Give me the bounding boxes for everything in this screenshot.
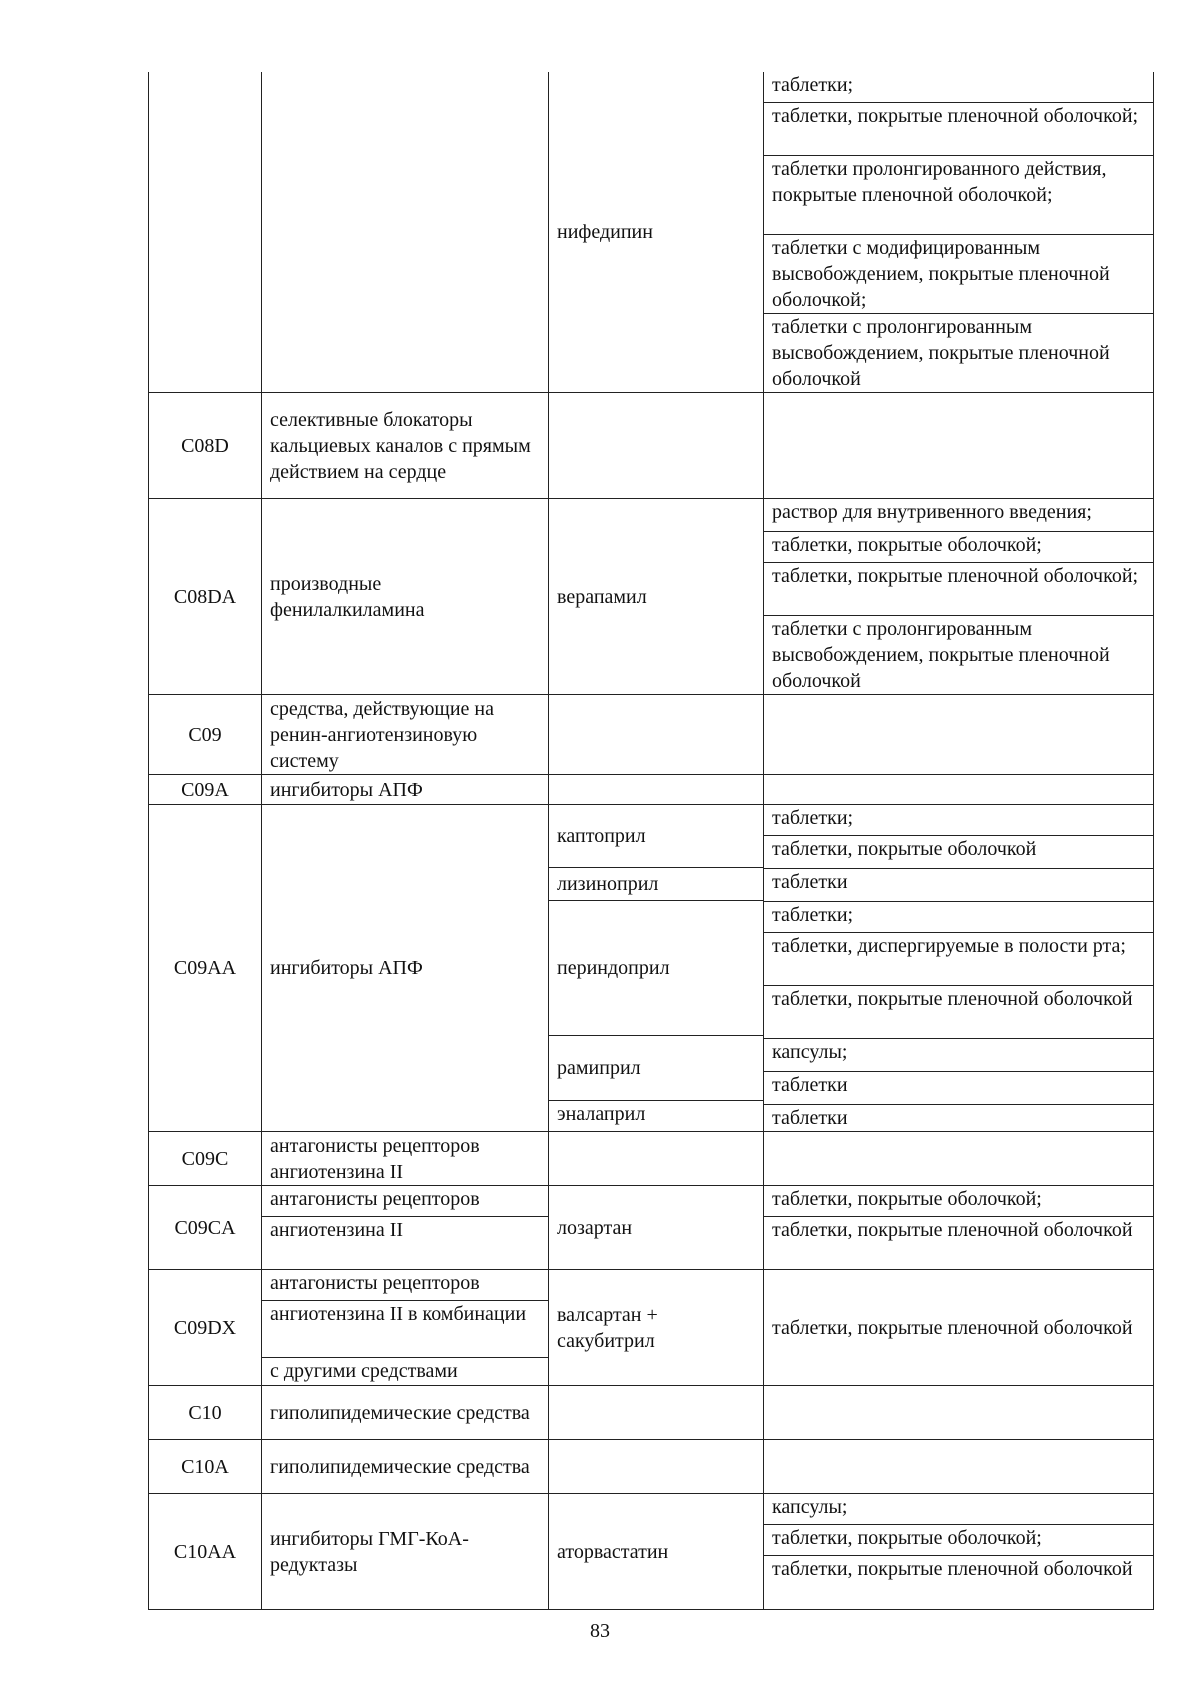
atc-code: C08DA <box>149 499 262 695</box>
atc-code: C09CA <box>149 1186 262 1270</box>
drug-name <box>549 867 763 900</box>
dosage-forms <box>764 499 1154 695</box>
drug-name <box>549 1035 763 1100</box>
table-row <box>149 775 1154 805</box>
drug-name <box>549 805 763 867</box>
dosage-form: таблетки, покрытые пленочной оболочкой <box>764 1216 1153 1243</box>
atc-code: C09DX <box>149 1270 262 1386</box>
dosage-forms <box>764 1186 1154 1270</box>
drug-name-text: каптоприл <box>557 825 646 847</box>
dosage-form: таблетки, покрытые оболочкой <box>764 835 1153 868</box>
table-row <box>149 1386 1154 1440</box>
table-row <box>149 1440 1154 1494</box>
dosage-form: таблетки; <box>772 74 854 96</box>
dosage-forms <box>764 1494 1154 1610</box>
group-name-part: с другими средствами <box>262 1357 548 1384</box>
group-name-part: антагонисты рецепторов <box>270 1188 480 1210</box>
drug-name <box>549 900 763 1035</box>
group-name-part-text: ангиотензина II <box>270 1219 404 1241</box>
atc-code: C10AA <box>149 1494 262 1610</box>
drug-name <box>549 775 764 805</box>
dosage-form: таблетки, покрытые пленочной оболочкой <box>764 1270 1154 1386</box>
atc-code: C09A <box>149 775 262 805</box>
group-name: производные фенилалкиламина <box>262 499 549 695</box>
dosage-form: таблетки, покрытые пленочной оболочкой <box>764 1555 1153 1582</box>
dosage-forms <box>764 1132 1154 1186</box>
group-name: гиполипидемические средства <box>262 1440 549 1494</box>
dosage-form: таблетки <box>764 1104 1153 1131</box>
dosage-form: раствор для внутривенного введения; <box>772 501 1092 523</box>
dosage-forms <box>764 775 1154 805</box>
group-name <box>262 1270 549 1386</box>
group-name: гиполипидемические средства <box>262 1386 549 1440</box>
drug-name-text: периндоприл <box>557 957 670 979</box>
group-name: средства, действующие на ренин-ангиотензиновую систему <box>262 695 549 775</box>
group-name-part <box>262 1216 548 1243</box>
dosage-form: таблетки, покрытые пленочной оболочкой <box>764 985 1153 1038</box>
drug-name <box>549 1132 764 1186</box>
atc-code: C09C <box>149 1132 262 1186</box>
atc-code: C10A <box>149 1440 262 1494</box>
group-name: селективные блокаторы кальциевых каналов с прямым действием на сердце <box>262 393 549 499</box>
drug-name <box>549 695 764 775</box>
drug-name: валсартан + сакубитрил <box>549 1270 764 1386</box>
dosage-form: таблетки, покрытые пленочной оболочкой; <box>764 562 1153 615</box>
page-number: 83 <box>590 1620 610 1642</box>
dosage-form: капсулы; <box>764 1038 1153 1071</box>
group-name: ингибиторы ГМГ-КоА-редуктазы <box>262 1494 549 1610</box>
dosage-form: таблетки с пролонгированным высвобождением, покрытые пленочной оболочкой <box>764 615 1153 694</box>
atc-code: C09 <box>149 695 262 775</box>
group-name-part: антагонисты рецепторов <box>270 1272 480 1294</box>
dosage-form: таблетки, покрытые оболочкой; <box>772 1188 1042 1210</box>
table-row <box>149 805 1154 1132</box>
medication-table <box>148 72 1154 1610</box>
atc-code: C08D <box>149 393 262 499</box>
dosage-form: капсулы; <box>772 1496 848 1518</box>
table-row <box>149 695 1154 775</box>
drug-name-text: рамиприл <box>557 1057 641 1079</box>
table-row <box>149 393 1154 499</box>
dosage-form: таблетки с пролонгированным высвобождением, покрытые пленочной оболочкой <box>764 313 1153 392</box>
dosage-form: таблетки <box>764 1071 1153 1104</box>
dosage-forms <box>764 1440 1154 1494</box>
atc-code <box>149 72 262 393</box>
table-row <box>149 1270 1154 1386</box>
drug-name <box>549 1100 763 1127</box>
table-row <box>149 1132 1154 1186</box>
drug-name: аторвастатин <box>549 1494 764 1610</box>
dosage-forms <box>764 1386 1154 1440</box>
medication-table-body <box>149 72 1154 1610</box>
group-name <box>262 72 549 393</box>
dosage-form: таблетки, диспергируемые в полости рта; <box>764 932 1153 985</box>
group-name: ингибиторы АПФ <box>262 775 549 805</box>
table-row <box>149 499 1154 695</box>
dosage-forms <box>764 72 1154 393</box>
drug-name <box>549 393 764 499</box>
drug-name: нифедипин <box>549 72 764 393</box>
dosage-form: таблетки, покрытые пленочной оболочкой; <box>764 102 1153 155</box>
drug-name: лозартан <box>549 1186 764 1270</box>
drug-name-text: лизиноприл <box>557 873 659 895</box>
drug-names <box>549 805 764 1132</box>
drug-name-text: эналаприл <box>557 1103 646 1125</box>
drug-name <box>549 1440 764 1494</box>
dosage-forms <box>764 805 1154 1132</box>
dosage-forms <box>764 695 1154 775</box>
dosage-form: таблетки; <box>772 807 854 829</box>
drug-name: верапамил <box>549 499 764 695</box>
group-name: антагонисты рецепторов ангиотензина II <box>262 1132 549 1186</box>
dosage-form: таблетки, покрытые оболочкой; <box>764 1524 1153 1555</box>
table-row <box>149 1494 1154 1610</box>
dosage-form: таблетки с модифицированным высвобождением, покрытые пленочной оболочкой; <box>764 234 1153 313</box>
atc-code: C10 <box>149 1386 262 1440</box>
group-name-part: ангиотензина II в комбинации <box>262 1300 548 1357</box>
dosage-forms <box>764 393 1154 499</box>
dosage-form: таблетки пролонгированного действия, покрытые пленочной оболочкой; <box>764 155 1153 234</box>
table-row <box>149 1186 1154 1270</box>
drug-name <box>549 1386 764 1440</box>
group-name: ингибиторы АПФ <box>262 805 549 1132</box>
dosage-form: таблетки <box>764 868 1153 901</box>
dosage-form: таблетки, покрытые оболочкой; <box>764 531 1153 562</box>
group-name <box>262 1186 549 1270</box>
dosage-form: таблетки; <box>764 901 1153 932</box>
table-row <box>149 72 1154 393</box>
atc-code: C09AA <box>149 805 262 1132</box>
